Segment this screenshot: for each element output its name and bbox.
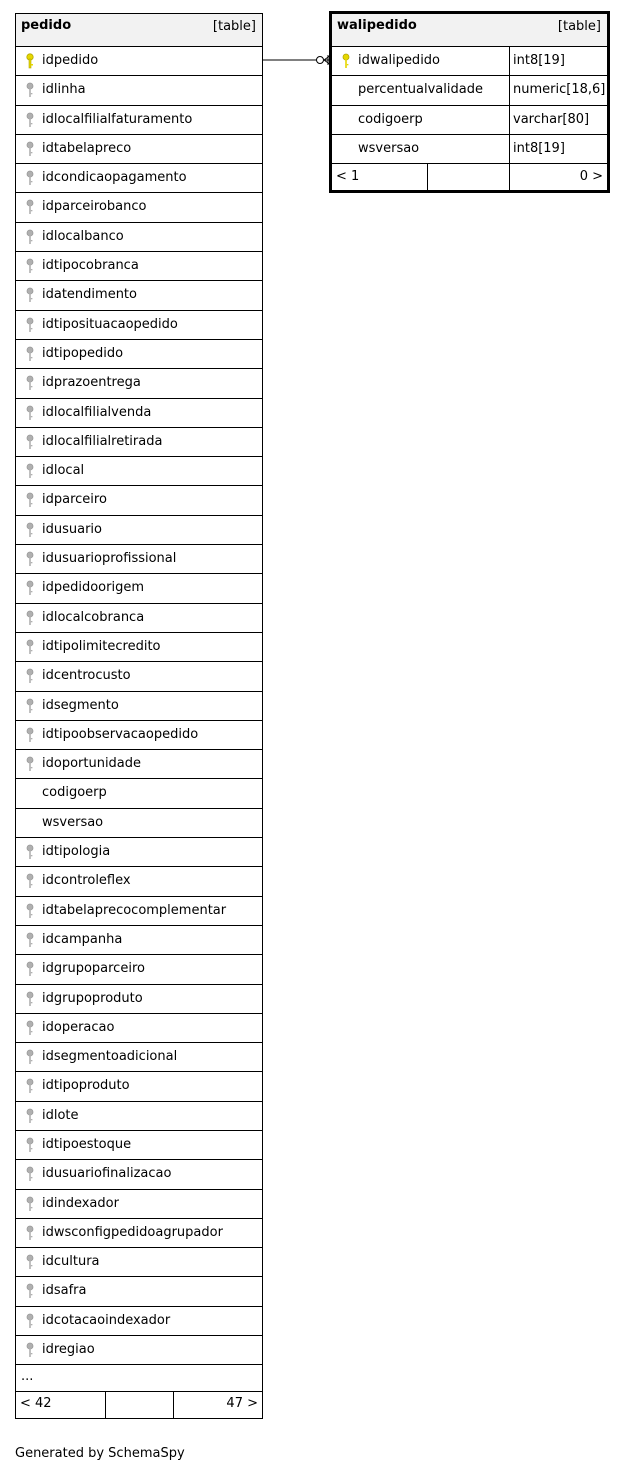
column-name: idcotacaoindexador [42, 1312, 171, 1328]
column-name: idlocalfilialvenda [42, 404, 152, 420]
key-icon [25, 698, 35, 714]
key-icon [25, 610, 35, 626]
column-row[interactable] [16, 369, 262, 398]
column-name: percentualvalidade [358, 82, 483, 98]
table-kind: [table] [557, 19, 601, 34]
key-icon [25, 873, 35, 889]
column-name: idparceirobanco [42, 199, 147, 215]
column-name: idusuario [42, 521, 102, 537]
column-row[interactable] [16, 193, 262, 222]
key-icon [25, 287, 35, 303]
column-name: idsegmentoadicional [42, 1049, 178, 1065]
key-icon [25, 317, 35, 333]
column-name: idoportunidade [42, 756, 142, 772]
key-icon [25, 1196, 35, 1212]
column-name: idtipolimitecredito [42, 638, 161, 654]
walipedido-table[interactable] [329, 11, 610, 193]
column-name: idparceiro [42, 492, 107, 508]
primary-key-row[interactable] [16, 47, 262, 76]
parent-count[interactable]: < 42 [20, 1396, 52, 1412]
column-name: idtipocobranca [42, 258, 139, 274]
child-count[interactable]: 0 > [579, 169, 603, 185]
footer-spacer [427, 164, 509, 192]
key-icon [25, 1137, 35, 1153]
column-row[interactable] [16, 867, 262, 896]
column-row[interactable] [16, 252, 262, 281]
column-name: idprazoentrega [42, 375, 141, 391]
column-row[interactable] [16, 1160, 262, 1189]
column-name: idgrupoparceiro [42, 961, 145, 977]
column-row[interactable] [16, 457, 262, 486]
column-row[interactable] [16, 779, 262, 808]
column-row[interactable] [16, 135, 262, 164]
column-name: idcontroleflex [42, 873, 131, 889]
column-row[interactable] [16, 1131, 262, 1160]
column-name: wsversao [358, 140, 420, 156]
table-footer [16, 1392, 262, 1418]
column-row[interactable] [16, 164, 262, 193]
column-name: idindexador [42, 1195, 119, 1211]
column-row[interactable] [16, 1277, 262, 1306]
column-name: idtabelapreco [42, 140, 132, 156]
column-row[interactable] [16, 633, 262, 662]
key-icon [25, 1049, 35, 1065]
column-name: idcondicaopagamento [42, 170, 187, 186]
column-name: idatendimento [42, 287, 137, 303]
key-icon [25, 492, 35, 508]
column-row[interactable] [16, 223, 262, 252]
column-name: idtiposituacaopedido [42, 316, 178, 332]
key-icon [25, 1313, 35, 1329]
column-row[interactable] [16, 340, 262, 369]
key-icon [341, 53, 351, 69]
column-name: idsafra [42, 1283, 87, 1299]
column-name: codigoerp [42, 785, 107, 801]
column-row[interactable] [16, 1219, 262, 1248]
column-row[interactable] [16, 926, 262, 955]
key-icon [25, 170, 35, 186]
column-row[interactable] [16, 1043, 262, 1072]
key-icon [25, 932, 35, 948]
column-name: idlocalfilialretirada [42, 433, 163, 449]
key-icon [25, 82, 35, 98]
key-icon [25, 639, 35, 655]
primary-key-icon [25, 53, 35, 69]
column-name: idcultura [42, 1254, 100, 1270]
table-name: walipedido [337, 18, 417, 33]
column-row[interactable] [16, 809, 262, 838]
column-name: idlote [42, 1107, 79, 1123]
column-name: idusuarioprofissional [42, 551, 177, 567]
column-name: idlocalfilialfaturamento [42, 111, 193, 127]
column-name: wsversao [42, 814, 104, 830]
column-type: numeric[18,6] [509, 76, 607, 104]
pedido-table-header[interactable] [16, 14, 262, 47]
walipedido-table-header[interactable] [332, 14, 607, 47]
column-row[interactable] [16, 399, 262, 428]
column-row[interactable] [16, 692, 262, 721]
column-row[interactable] [16, 955, 262, 984]
ellipsis-text: ... [21, 1369, 34, 1385]
table-footer [332, 164, 607, 192]
column-name: idtabelaprecocomplementar [42, 902, 227, 918]
key-icon [25, 1225, 35, 1241]
column-row[interactable] [16, 1336, 262, 1365]
column-name: idregiao [42, 1342, 95, 1358]
pedido-table[interactable] [15, 13, 263, 1419]
column-type: varchar[80] [509, 106, 607, 134]
column-row[interactable] [16, 838, 262, 867]
column-name: idsegmento [42, 697, 119, 713]
column-row[interactable] [16, 604, 262, 633]
column-row[interactable] [16, 721, 262, 750]
key-icon [25, 1283, 35, 1299]
column-row[interactable] [332, 106, 607, 135]
more-columns-ellipsis [16, 1365, 262, 1392]
column-row[interactable] [16, 1072, 262, 1101]
column-name: idgrupoproduto [42, 990, 143, 1006]
column-row[interactable] [16, 574, 262, 603]
key-icon [25, 199, 35, 215]
column-type: int8[19] [509, 135, 607, 163]
column-row[interactable] [16, 76, 262, 105]
column-name: idpedidoorigem [42, 580, 145, 596]
column-row[interactable] [16, 1014, 262, 1043]
key-icon [25, 405, 35, 421]
key-icon [25, 258, 35, 274]
column-name: idcampanha [42, 931, 123, 947]
key-icon [25, 1342, 35, 1358]
column-name: idoperacao [42, 1019, 115, 1035]
column-row[interactable] [16, 662, 262, 691]
column-row[interactable] [16, 1307, 262, 1336]
column-name: idlocal [42, 463, 85, 479]
column-row[interactable] [16, 897, 262, 926]
primary-key-row[interactable] [332, 47, 607, 76]
key-icon [25, 346, 35, 362]
key-icon [25, 961, 35, 977]
column-name: idtipoproduto [42, 1078, 130, 1094]
column-name: codigoerp [358, 111, 423, 127]
table-kind: [table] [212, 19, 256, 34]
column-name: idlinha [42, 82, 86, 98]
key-icon [25, 112, 35, 128]
column-row[interactable] [16, 486, 262, 515]
column-name: idusuariofinalizacao [42, 1166, 172, 1182]
column-name: idlocalbanco [42, 228, 124, 244]
column-row[interactable] [16, 1190, 262, 1219]
key-icon [25, 844, 35, 860]
column-name: idtipoobservacaopedido [42, 726, 199, 742]
column-row[interactable] [332, 76, 607, 105]
column-name: idlocalcobranca [42, 609, 145, 625]
column-type: int8[19] [509, 47, 607, 75]
key-icon [25, 551, 35, 567]
column-row[interactable] [16, 106, 262, 135]
column-name: idtipoestoque [42, 1136, 132, 1152]
column-row[interactable] [16, 750, 262, 779]
key-icon [25, 375, 35, 391]
key-icon [25, 668, 35, 684]
column-row[interactable] [16, 516, 262, 545]
key-icon [25, 229, 35, 245]
key-icon [25, 580, 35, 596]
column-name: idwalipedido [358, 53, 441, 68]
column-row[interactable] [16, 311, 262, 340]
column-row[interactable] [16, 1248, 262, 1277]
column-name: idwsconfigpedidoagrupador [42, 1224, 223, 1240]
key-icon [25, 141, 35, 157]
key-icon [25, 756, 35, 772]
key-icon [25, 1020, 35, 1036]
key-icon [25, 1166, 35, 1182]
column-row[interactable] [16, 545, 262, 574]
column-row[interactable] [16, 1102, 262, 1131]
footer-spacer [105, 1392, 173, 1418]
key-icon [25, 991, 35, 1007]
key-icon [25, 903, 35, 919]
column-name: idtipopedido [42, 345, 124, 361]
column-row[interactable] [16, 428, 262, 457]
key-icon [25, 1078, 35, 1094]
column-row[interactable] [16, 281, 262, 310]
parent-count[interactable]: < 1 [336, 169, 360, 185]
key-icon [25, 727, 35, 743]
child-count[interactable]: 47 > [226, 1396, 258, 1412]
key-icon [25, 463, 35, 479]
column-row[interactable] [16, 985, 262, 1014]
column-name: idtipologia [42, 844, 111, 860]
table-name: pedido [21, 18, 72, 33]
column-name: idpedido [42, 53, 99, 68]
key-icon [25, 434, 35, 450]
key-icon [25, 1254, 35, 1270]
column-name: idcentrocusto [42, 668, 131, 684]
key-icon [25, 1108, 35, 1124]
key-icon [25, 522, 35, 538]
column-row[interactable] [332, 135, 607, 164]
generated-by-label: Generated by SchemaSpy [15, 1446, 185, 1461]
